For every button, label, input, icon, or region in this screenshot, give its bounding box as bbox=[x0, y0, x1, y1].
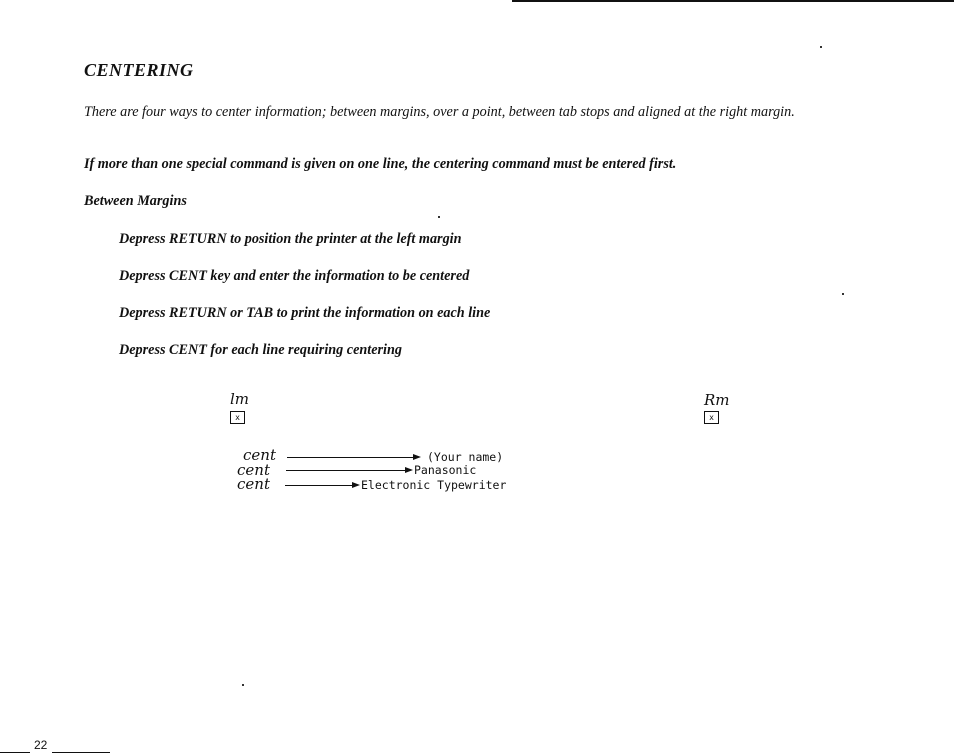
cent-command-3: cent bbox=[237, 475, 270, 493]
step-2: Depress CENT key and enter the information to be centered bbox=[119, 268, 470, 284]
step-4: Depress CENT for each line requiring centering bbox=[119, 342, 402, 358]
arrow-line-2 bbox=[286, 470, 406, 471]
page-number: 22 bbox=[34, 738, 48, 752]
output-line-3: Electronic Typewriter bbox=[361, 478, 507, 492]
cent-command-2: cent bbox=[237, 461, 270, 479]
arrow-right-icon bbox=[405, 467, 413, 473]
right-margin-key-icon: x bbox=[704, 411, 719, 424]
bottom-rule-left bbox=[0, 752, 30, 753]
scan-speck bbox=[842, 293, 844, 295]
arrow-right-icon bbox=[352, 482, 360, 488]
step-1: Depress RETURN to position the printer at the left margin bbox=[119, 231, 462, 247]
left-margin-marker: lm bbox=[230, 390, 250, 408]
scan-speck bbox=[820, 46, 822, 48]
scan-speck bbox=[242, 684, 244, 686]
intro-paragraph: There are four ways to center information; between margins, over a point, between tab stops and aligned at the right margin. bbox=[84, 104, 795, 120]
right-margin-marker: Rm bbox=[704, 391, 730, 409]
left-margin-key-icon: x bbox=[230, 411, 245, 424]
subheading-between-margins: Between Margins bbox=[84, 193, 187, 209]
section-title: CENTERING bbox=[84, 60, 194, 80]
output-line-2: Panasonic bbox=[414, 463, 477, 477]
output-line-1: (Your name) bbox=[427, 450, 504, 464]
step-3: Depress RETURN or TAB to print the information on each line bbox=[119, 305, 491, 321]
bottom-rule-right bbox=[52, 752, 110, 753]
ordering-note: If more than one special command is given on one line, the centering command must be entered first. bbox=[84, 156, 677, 172]
arrow-line-1 bbox=[287, 457, 413, 458]
top-rule bbox=[512, 0, 954, 2]
scan-speck bbox=[438, 216, 440, 218]
arrow-right-icon bbox=[413, 454, 421, 460]
arrow-line-3 bbox=[285, 485, 353, 486]
cent-command-1: cent bbox=[243, 446, 276, 464]
